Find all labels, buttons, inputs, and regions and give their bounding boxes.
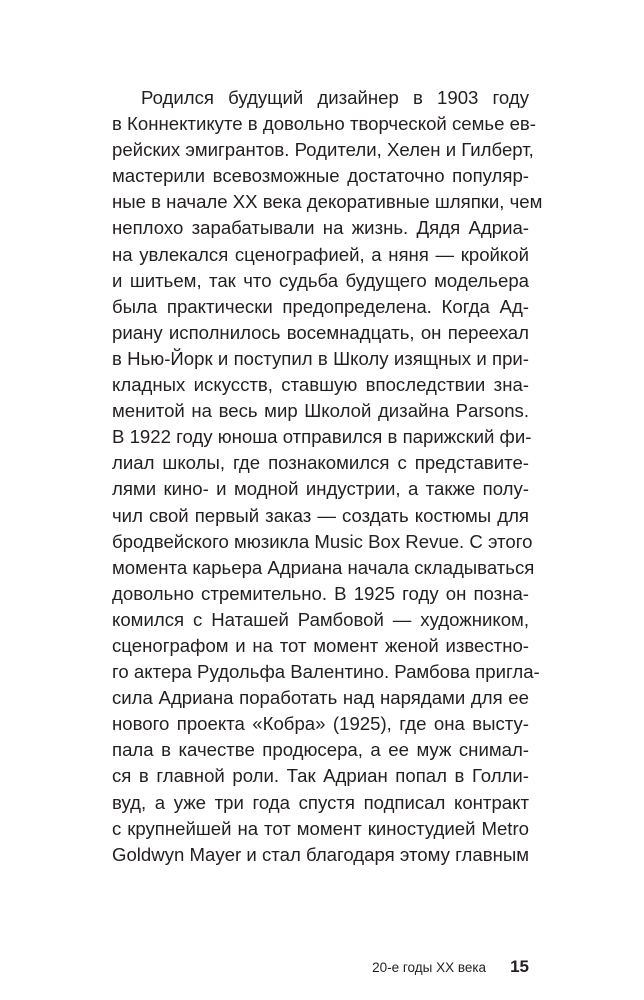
text-line: менитой на весь мир Школой дизайна Parsons. xyxy=(112,400,529,422)
text-line: лями кино- и модной индустрии, а также полу- xyxy=(112,478,529,500)
text-line: рейских эмигрантов. Родители, Хелен и Гилберт, xyxy=(112,139,534,161)
text-line: сценографом и на тот момент женой известно- xyxy=(112,634,529,656)
text-line: и шитьем, так что судьба будущего модельера xyxy=(112,269,529,291)
text-line: бродвейского мюзикла Music Box Revue. С этого xyxy=(112,530,533,552)
text-line: пала в качестве продюсера, а ее муж снимал- xyxy=(112,739,529,761)
text-line: чил свой первый заказ — создать костюмы для xyxy=(112,504,529,526)
text-line: нового проекта «Кобра» (1925), где она высту- xyxy=(112,713,529,735)
text-line: довольно стремительно. В 1925 году он позна- xyxy=(112,582,529,604)
text-line: вуд, а уже три года спустя подписал контракт xyxy=(112,791,529,813)
text-line: Goldwyn Mayer и стал благодаря этому главным xyxy=(112,843,529,865)
text-line: кладных искусств, ставшую впоследствии зна- xyxy=(112,374,529,396)
text-line: ные в начале XX века декоративные шляпки, чем xyxy=(112,191,543,213)
page-footer xyxy=(112,957,529,977)
page-number: 15 xyxy=(510,957,529,976)
text-line: в Нью-Йорк и поступил в Школу изящных и при- xyxy=(112,347,529,369)
text-line: мастерили всевозможные достаточно популяр- xyxy=(112,165,529,187)
text-line: Родился будущий дизайнер в 1903 году xyxy=(141,87,529,108)
text-line: с крупнейшей на тот момент киностудией Metro xyxy=(112,817,529,839)
text-line: В 1922 году юноша отправился в парижский фи- xyxy=(112,426,532,448)
text-line: лиал школы, где познакомился с представите- xyxy=(112,452,529,474)
text-line: в Коннектикуте в довольно творческой семье ев- xyxy=(112,113,536,135)
text-line: комился с Наташей Рамбовой — художником, xyxy=(112,608,529,630)
text-line: риану исполнилось восемнадцать, он переехал xyxy=(112,321,529,343)
text-line: го актера Рудольфа Валентино. Рамбова пригла- xyxy=(112,661,540,683)
text-line: момента карьера Адриана начала складываться xyxy=(112,556,535,578)
text-line: сила Адриана поработать над нарядами для ее xyxy=(112,687,529,709)
text-line: ся в главной роли. Так Адриан попал в Голли- xyxy=(112,765,529,787)
text-line: была практически предопределена. Когда Ад- xyxy=(112,295,529,317)
running-head: 20-е годы XX века xyxy=(372,960,487,975)
text-line: на увлекался сценографией, а няня — кройкой xyxy=(112,243,529,265)
text-line: неплохо зарабатывали на жизнь. Дядя Адриа- xyxy=(112,217,529,239)
body-text xyxy=(112,85,543,868)
